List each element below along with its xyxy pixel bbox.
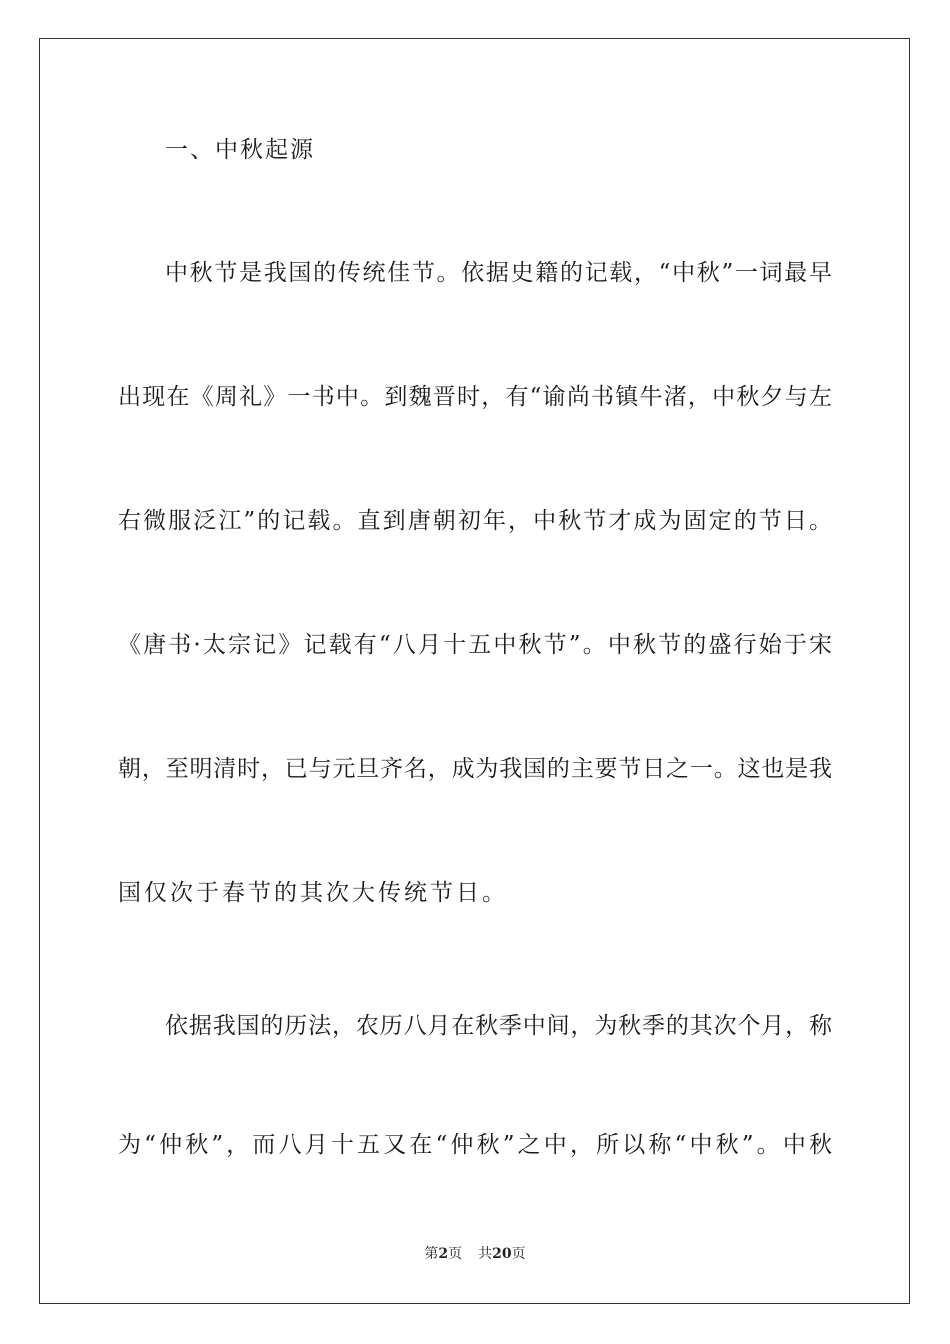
page-border bbox=[39, 38, 910, 1304]
total-pages: 20 bbox=[492, 1246, 512, 1262]
page-suffix: 页 bbox=[448, 1246, 463, 1262]
paragraph-line: 《唐书·太宗记》记载有“八月十五中秋节”。中秋节的盛行始于宋 bbox=[118, 632, 832, 658]
total-prefix: 共 bbox=[478, 1246, 493, 1262]
paragraph-line: 出现在《周礼》一书中。到魏晋时，有“谕尚书镇牛渚，中秋夕与左 bbox=[118, 384, 832, 410]
paragraph-line: 为“仲秋”，而八月十五又在“仲秋”之中，所以称“中秋”。中秋 bbox=[118, 1132, 832, 1158]
total-suffix: 页 bbox=[511, 1246, 526, 1262]
paragraph-line: 中秋节是我国的传统佳节。依据史籍的记载，“中秋”一词最早 bbox=[165, 260, 832, 286]
paragraph-line: 依据我国的历法，农历八月在秋季中间，为秋季的其次个月，称 bbox=[165, 1013, 832, 1039]
section-heading: 一、中秋起源 bbox=[165, 137, 315, 163]
paragraph-line: 右微服泛江”的记载。直到唐朝初年，中秋节才成为固定的节日。 bbox=[118, 508, 832, 534]
page-number: 2 bbox=[438, 1246, 449, 1262]
paragraph-line: 朝，至明清时，已与元旦齐名，成为我国的主要节日之一。这也是我 bbox=[118, 756, 832, 782]
paragraph-line: 国仅次于春节的其次大传统节日。 bbox=[118, 880, 508, 906]
page-footer bbox=[0, 1245, 950, 1263]
page-prefix: 第 bbox=[424, 1246, 439, 1262]
